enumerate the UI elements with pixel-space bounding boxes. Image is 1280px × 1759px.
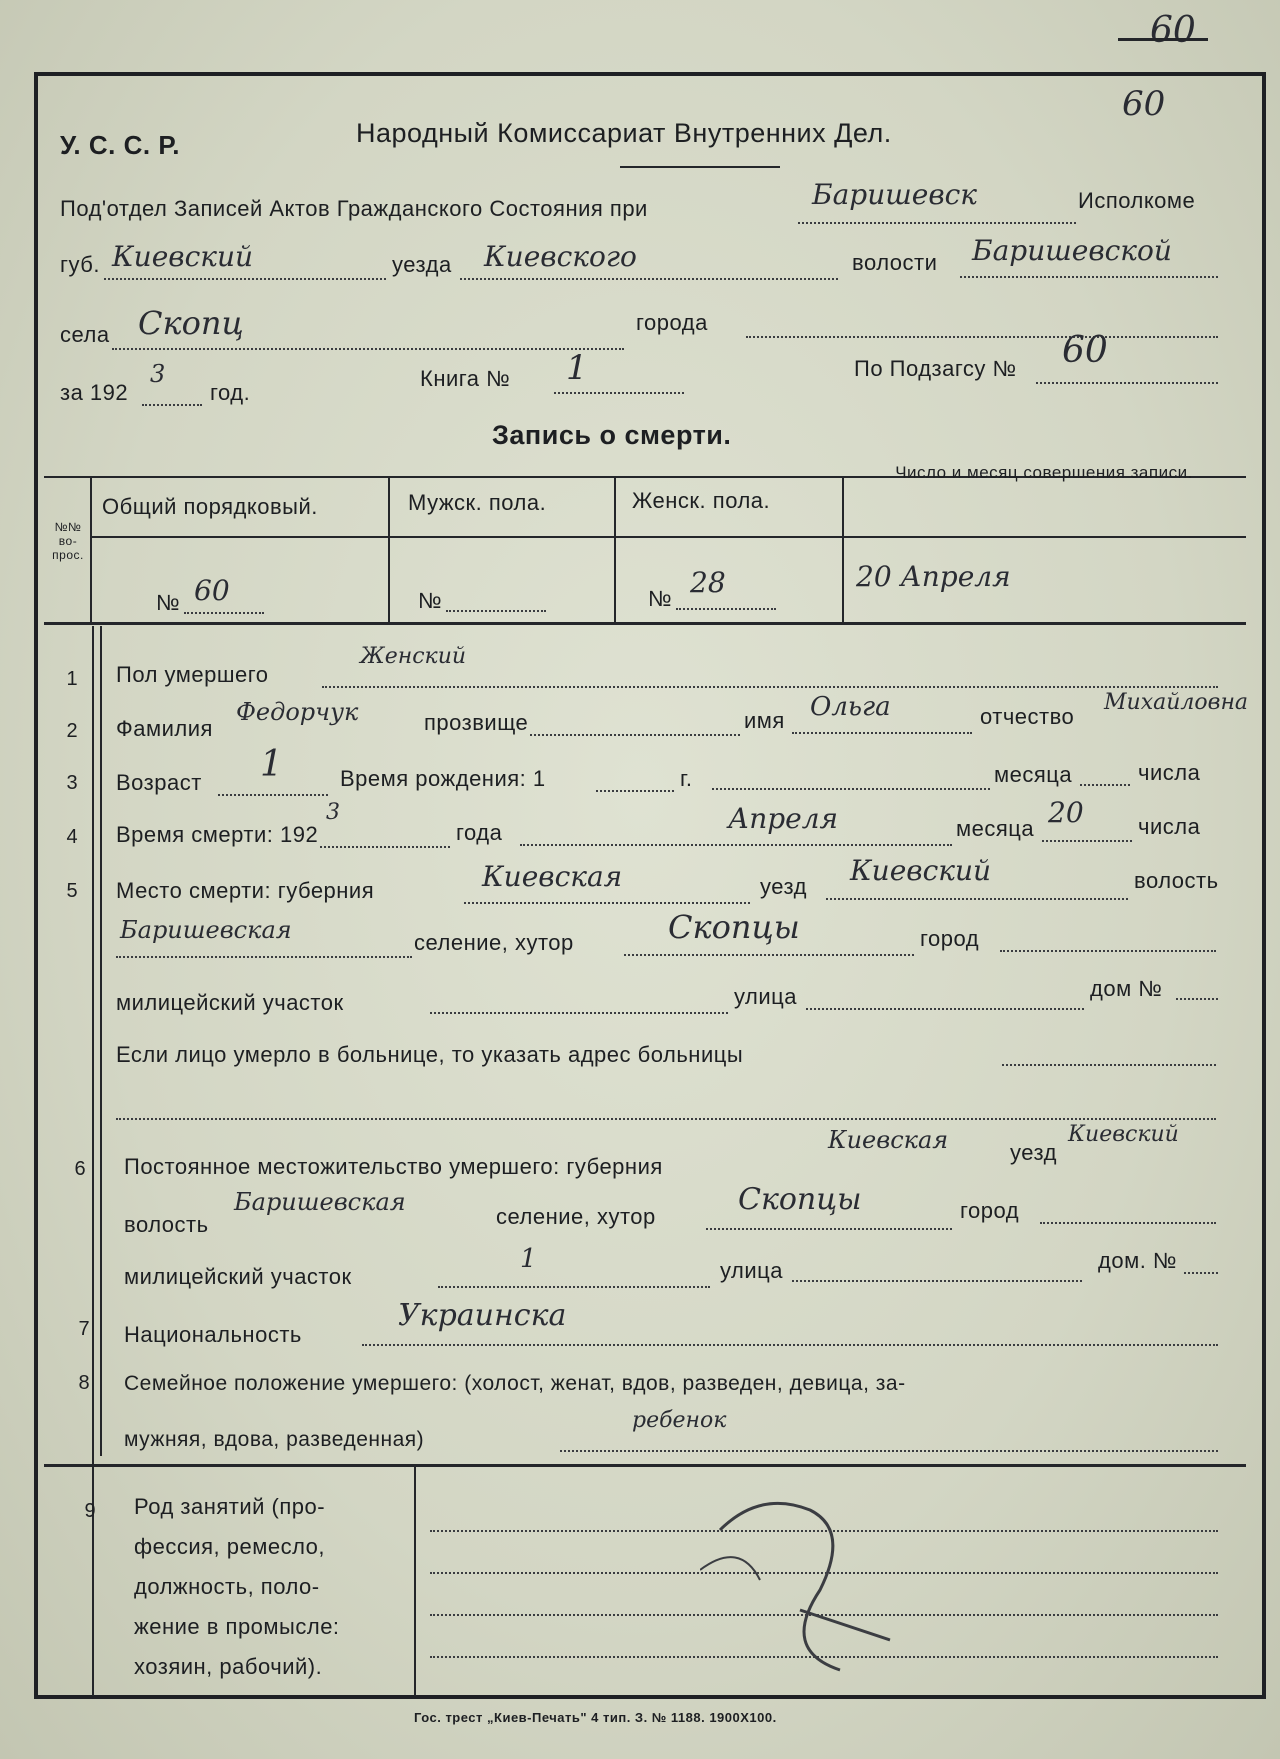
r2-prozv-label: прозвище bbox=[424, 710, 529, 735]
r5-volost-value: Баришевская bbox=[120, 916, 292, 944]
r5-uezd-line bbox=[826, 898, 1128, 900]
col-female-header: Женск. пола. bbox=[632, 488, 771, 513]
corner-strike bbox=[1118, 38, 1208, 41]
year-line bbox=[142, 404, 202, 406]
r2-imya-value: Ольга bbox=[810, 692, 891, 722]
gorod-line bbox=[746, 336, 1218, 338]
r3-vozr-line bbox=[218, 794, 328, 796]
col-general-header: Общий порядковый. bbox=[102, 494, 318, 519]
r5-dom-line bbox=[1176, 998, 1218, 1000]
republic: У. С. С. Р. bbox=[60, 130, 180, 160]
female-no-value: 28 bbox=[690, 566, 726, 599]
r6-label: Постоянное местожительство умершего: губерния bbox=[124, 1154, 663, 1179]
r6-volost-label: волость bbox=[124, 1212, 209, 1237]
general-no-line bbox=[184, 612, 264, 614]
r5-hosp-line-2 bbox=[116, 1118, 1216, 1120]
r5-selenie-value: Скопцы bbox=[668, 908, 800, 946]
r6-gub-value: Киевская bbox=[828, 1126, 949, 1154]
r7-label: Национальность bbox=[124, 1322, 302, 1347]
col-divider-4 bbox=[842, 476, 844, 622]
god-label: год. bbox=[210, 380, 251, 405]
r3-year-line bbox=[596, 790, 674, 792]
year-label: за 192 bbox=[60, 380, 129, 405]
r6-uezd-label: уезд bbox=[1010, 1140, 1057, 1165]
uezd-line bbox=[460, 278, 838, 280]
col-male-header: Мужск. пола. bbox=[408, 490, 547, 515]
r4-mesyaca-label: месяца bbox=[956, 816, 1035, 841]
r4-day-line bbox=[1042, 840, 1132, 842]
row-num-1: 1 bbox=[66, 668, 78, 690]
r2-otch-label: отчество bbox=[980, 704, 1075, 729]
r8-value: ребенок bbox=[632, 1408, 727, 1433]
r2-fam-value: Федорчук bbox=[236, 698, 359, 726]
podzags-label: По Подзагсу № bbox=[854, 356, 1017, 381]
row9-divider bbox=[414, 1466, 416, 1696]
r5-volost-label: волость bbox=[1134, 868, 1219, 893]
gorod-label: города bbox=[636, 310, 708, 335]
r5-ulica-label: улица bbox=[734, 984, 797, 1009]
r5-volost-line bbox=[116, 956, 412, 958]
r1-label: Пол умершего bbox=[116, 662, 269, 687]
podzags-line bbox=[1036, 382, 1218, 384]
r2-otch-value: Михайловна bbox=[1104, 690, 1249, 715]
r6-uezd-value: Киевский bbox=[1068, 1122, 1179, 1147]
r6-milic-line bbox=[438, 1286, 710, 1288]
row-num-7: 7 bbox=[78, 1318, 90, 1340]
row-num-2: 2 bbox=[66, 720, 78, 742]
row-num-4: 4 bbox=[66, 826, 78, 848]
r4-month-line bbox=[520, 844, 952, 846]
rows-divider bbox=[92, 626, 94, 1696]
r4-goda-label: года bbox=[456, 820, 503, 845]
col-q-header: №№ во-прос. bbox=[52, 520, 84, 562]
male-no-sign: № bbox=[418, 588, 443, 613]
r2-prozv-line bbox=[530, 734, 740, 736]
r6-selenie-line bbox=[706, 1228, 952, 1230]
header-rule bbox=[620, 166, 780, 168]
r6-milic-label: милицейский участок bbox=[124, 1264, 352, 1289]
r4-year-value: 3 bbox=[326, 800, 340, 825]
r5-gorod-label: город bbox=[920, 926, 980, 951]
r3-vozr-label: Возраст bbox=[116, 770, 202, 795]
r9-l2: фессия, ремесло, bbox=[134, 1534, 326, 1559]
r3-chisla-label: числа bbox=[1138, 760, 1201, 785]
r4-chisla-label: числа bbox=[1138, 814, 1201, 839]
r1-line bbox=[322, 686, 1218, 688]
table-bottom-rule bbox=[44, 622, 1246, 625]
table-mid-rule bbox=[92, 536, 1246, 538]
ispolkom-label: Исполкоме bbox=[1078, 188, 1196, 213]
r5-hosp-line bbox=[1002, 1064, 1216, 1066]
col-date-header: Число и месяц совершения записи. bbox=[895, 463, 1193, 482]
selo-line bbox=[112, 348, 624, 350]
r6-ulica-label: улица bbox=[720, 1258, 783, 1283]
gub-line bbox=[104, 278, 386, 280]
r9-l3: должность, поло- bbox=[134, 1574, 320, 1599]
r6-dom-label: дом. № bbox=[1098, 1248, 1178, 1273]
row9-top-rule bbox=[44, 1464, 1246, 1467]
r5-uezd-value: Киевский bbox=[850, 854, 992, 887]
r4-month-value: Апреля bbox=[728, 802, 839, 835]
r3-day-line bbox=[1080, 784, 1130, 786]
record-date-value: 20 Апреля bbox=[856, 560, 1011, 593]
kniga-label: Книга № bbox=[420, 366, 511, 391]
col-divider-2 bbox=[388, 476, 390, 622]
r5-milic-line bbox=[430, 1012, 728, 1014]
volost-line bbox=[960, 276, 1218, 278]
r9-l5: хозяин, рабочий). bbox=[134, 1654, 323, 1679]
general-no-sign: № bbox=[156, 590, 181, 615]
general-no-value: 60 bbox=[194, 574, 230, 607]
selo-label: села bbox=[60, 322, 110, 347]
r4-day-value: 20 bbox=[1048, 796, 1084, 829]
r5-selenie-label: селение, хутор bbox=[414, 930, 574, 955]
r5-gorod-line bbox=[1000, 950, 1216, 952]
subdept-line bbox=[798, 222, 1076, 224]
r5-gub-line bbox=[464, 902, 750, 904]
r4-label: Время смерти: 192 bbox=[116, 822, 319, 847]
subdept-value: Баришевск bbox=[812, 178, 978, 211]
corner-number: 60 bbox=[1150, 10, 1196, 51]
r5-uezd-label: уезд bbox=[760, 874, 807, 899]
r9-l1: Род занятий (про- bbox=[134, 1494, 326, 1519]
r1-value: Женский bbox=[360, 644, 467, 669]
kniga-value: 1 bbox=[566, 348, 588, 388]
row-num-9: 9 bbox=[84, 1500, 96, 1522]
male-no-line bbox=[446, 610, 546, 612]
r3-mes-label: месяца bbox=[994, 762, 1073, 787]
r6-volost-value: Баришевская bbox=[234, 1188, 406, 1216]
gub-label: губ. bbox=[60, 252, 100, 277]
subdept-label: Под'отдел Записей Актов Гражданского Состояния при bbox=[60, 196, 648, 221]
r3-month-line bbox=[712, 788, 990, 790]
row-num-5: 5 bbox=[66, 880, 78, 902]
uezd-label: уезда bbox=[392, 252, 452, 277]
uezd-value: Киевского bbox=[484, 240, 637, 273]
r2-fam-label: Фамилия bbox=[116, 716, 213, 741]
r8-line bbox=[560, 1450, 1218, 1452]
r3-vozr-value: 1 bbox=[260, 744, 283, 785]
r6-selenie-label: селение, хутор bbox=[496, 1204, 656, 1229]
row-num-6: 6 bbox=[74, 1158, 86, 1180]
r6-gorod-label: город bbox=[960, 1198, 1020, 1223]
r5-milic-label: милицейский участок bbox=[116, 990, 344, 1015]
female-no-sign: № bbox=[648, 586, 673, 611]
record-title: Запись о смерти. bbox=[492, 420, 732, 450]
r2-imya-label: имя bbox=[744, 708, 785, 733]
pencil-mark bbox=[700, 1470, 940, 1700]
volost-value: Баришевской bbox=[972, 234, 1172, 267]
r8-line1: Семейное положение умершего: (холост, женат, вдов, разведен, девица, за- bbox=[124, 1372, 906, 1395]
r6-selenie-value: Скопцы bbox=[738, 1182, 862, 1217]
year-value: 3 bbox=[150, 360, 166, 388]
r2-imya-line bbox=[792, 732, 972, 734]
podzags-value: 60 bbox=[1062, 330, 1108, 371]
r5-ulica-line bbox=[806, 1008, 1084, 1010]
r6-ulica-line bbox=[792, 1280, 1082, 1282]
r4-year-line bbox=[320, 846, 450, 848]
printer-footer: Гос. трест „Киев-Печать" 4 тип. З. № 1188. 1900Х100. bbox=[414, 1710, 777, 1725]
commissariat-no: 60 bbox=[1122, 84, 1166, 124]
female-no-line bbox=[676, 608, 776, 610]
kniga-line bbox=[554, 392, 684, 394]
r3-time-label: Время рождения: 1 bbox=[340, 766, 546, 791]
row-num-8: 8 bbox=[78, 1372, 90, 1394]
volost-label: волости bbox=[852, 250, 938, 275]
col-divider-3 bbox=[614, 476, 616, 622]
r9-l4: жение в промысле: bbox=[134, 1614, 340, 1639]
commissariat-title: Народный Комиссариат Внутренних Дел. bbox=[356, 118, 892, 148]
r7-value: Украинска bbox=[398, 1298, 567, 1333]
r7-line bbox=[362, 1344, 1218, 1346]
rows-divider-inner bbox=[100, 626, 102, 1456]
r5-label: Место смерти: губерния bbox=[116, 878, 375, 903]
r6-gorod-line bbox=[1040, 1222, 1216, 1224]
r6-dom-line bbox=[1184, 1272, 1218, 1274]
selo-value: Скопц bbox=[138, 304, 244, 342]
row-num-3: 3 bbox=[66, 772, 78, 794]
r6-milic-value: 1 bbox=[520, 1244, 537, 1274]
r3-g-label: г. bbox=[680, 766, 693, 791]
r5-hosp-label: Если лицо умерло в больнице, то указать адрес больницы bbox=[116, 1042, 744, 1067]
r5-gub-value: Киевская bbox=[482, 860, 623, 893]
col-divider-1 bbox=[90, 476, 92, 622]
r5-dom-label: дом № bbox=[1090, 976, 1163, 1001]
r8-line2: мужняя, вдова, разведенная) bbox=[124, 1428, 425, 1451]
gub-value: Киевский bbox=[112, 240, 254, 273]
r5-selenie-line bbox=[624, 954, 914, 956]
